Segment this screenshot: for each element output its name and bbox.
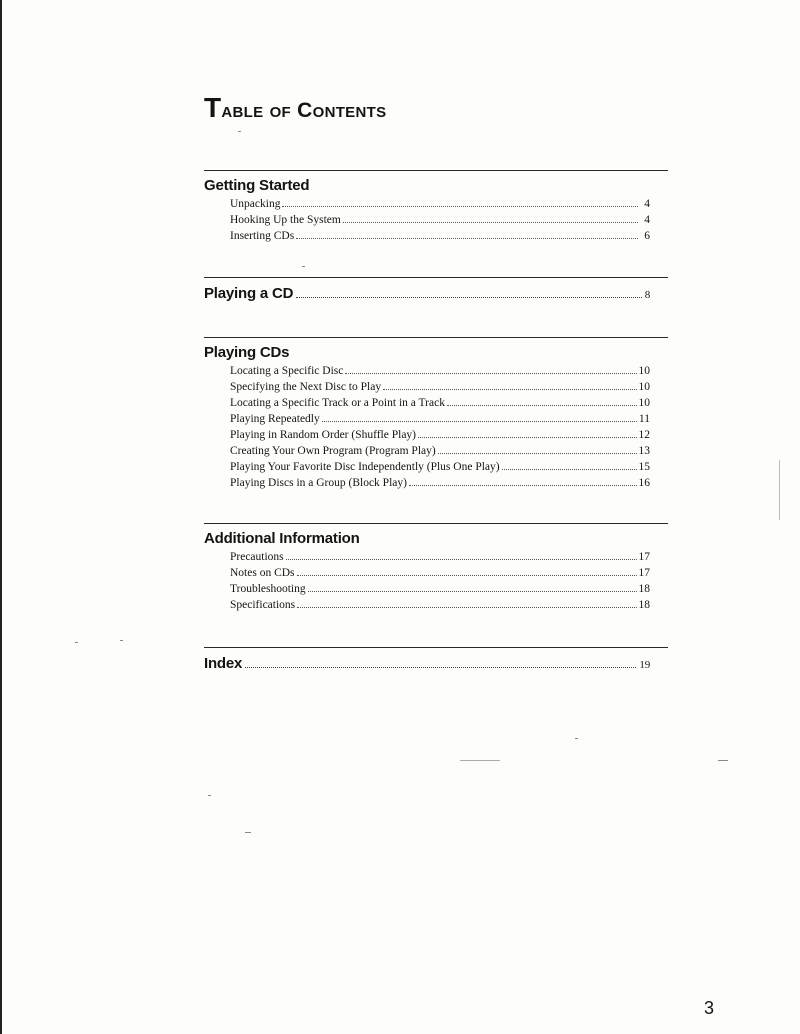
section-getting-started [204,170,668,244]
entry-page: 17 [638,551,650,563]
entry-page: 11 [638,413,650,425]
dot-leader [447,405,637,406]
section-heading: Playing a CD [204,285,294,302]
entry-label: Playing Repeatedly [230,413,320,425]
section-playing-a-cd [204,277,668,304]
toc-entry-repeat[interactable] [230,411,650,427]
entry-page: 13 [638,445,650,457]
entry-page: 10 [638,365,650,377]
toc-entry-locating-track[interactable] [230,395,650,411]
entry-list [204,363,668,491]
toc-entry-precautions[interactable] [230,549,650,565]
scan-speck [302,266,305,267]
entry-page: 18 [638,599,650,611]
entry-page: 18 [638,583,650,595]
toc-entry-specifications[interactable] [230,597,650,613]
toc-entry-shuffle[interactable] [230,427,650,443]
entry-label: Inserting CDs [230,230,295,242]
section-playing-cds [204,337,668,491]
toc-entry-notes-on-cds[interactable] [230,565,650,581]
toc-entry-playing-a-cd[interactable] [204,284,668,304]
toc-entry-unpacking[interactable] [230,196,650,212]
page-number: 3 [704,998,715,1018]
entry-label: Creating Your Own Program (Program Play) [230,445,436,457]
entry-page: 12 [638,429,650,441]
toc-entry-next-disc[interactable] [230,379,650,395]
toc-entry-inserting-cds[interactable] [230,228,650,244]
scan-edge-left [0,0,2,1034]
dot-leader [409,485,637,486]
section-additional-information [204,523,668,613]
entry-label: Specifications [230,599,296,611]
scan-speck [575,738,578,739]
entry-label: Playing in Random Order (Shuffle Play) [230,429,416,441]
scan-speck [238,131,241,132]
scan-speck [460,760,500,761]
section-heading: Playing CDs [204,344,290,361]
dot-leader [308,591,637,592]
entry-label: Playing Your Favorite Disc Independently (Plus One Play) [230,461,500,473]
section-heading: Getting Started [204,177,310,194]
dot-leader [296,238,638,239]
section-heading: Index [204,655,243,672]
toc-entry-index[interactable] [204,654,668,674]
entry-page: 16 [638,477,650,489]
entry-page: 17 [638,567,650,579]
toc-entry-block[interactable] [230,475,650,491]
scan-speck [208,795,211,796]
dot-leader [438,453,637,454]
dot-leader [296,297,641,298]
entry-label: Precautions [230,551,284,563]
entry-label: Playing Discs in a Group (Block Play) [230,477,407,489]
toc-entry-locating-disc[interactable] [230,363,650,379]
dot-leader [343,222,638,223]
section-heading: Additional Information [204,530,360,547]
entry-page: 4 [644,214,650,226]
entry-page: 19 [639,659,650,671]
dot-leader [345,373,636,374]
entry-label: Locating a Specific Disc [230,365,344,377]
entry-list [204,549,668,613]
scan-speck [718,760,728,761]
dot-leader [297,607,636,608]
dot-leader [322,421,637,422]
entry-label: Notes on CDs [230,567,295,579]
dot-leader [383,389,636,390]
page-title: Table of Contents [204,92,387,123]
entry-label: Locating a Specific Track or a Point in a Track [230,397,445,409]
dot-leader [245,667,636,668]
entry-label: Unpacking [230,198,281,210]
section-index [204,647,668,674]
toc-entry-plus-one[interactable] [230,459,650,475]
toc-entry-hooking-up[interactable] [230,212,650,228]
entry-list [204,196,668,244]
entry-page: 15 [638,461,650,473]
entry-label: Specifying the Next Disc to Play [230,381,382,393]
dot-leader [418,437,637,438]
scan-speck [120,640,123,641]
entry-page: 4 [644,198,650,210]
entry-page: 8 [644,289,650,301]
scan-speck [245,832,251,833]
entry-label: Troubleshooting [230,583,306,595]
entry-page: 10 [638,381,650,393]
toc-entry-troubleshooting[interactable] [230,581,650,597]
dot-leader [286,559,637,560]
entry-page: 10 [638,397,650,409]
dot-leader [282,206,638,207]
scan-speck [75,642,78,643]
dot-leader [502,469,637,470]
dot-leader [297,575,637,576]
entry-page: 6 [644,230,650,242]
entry-label: Hooking Up the System [230,214,341,226]
toc-entry-program[interactable] [230,443,650,459]
scan-edge-right [779,460,780,520]
